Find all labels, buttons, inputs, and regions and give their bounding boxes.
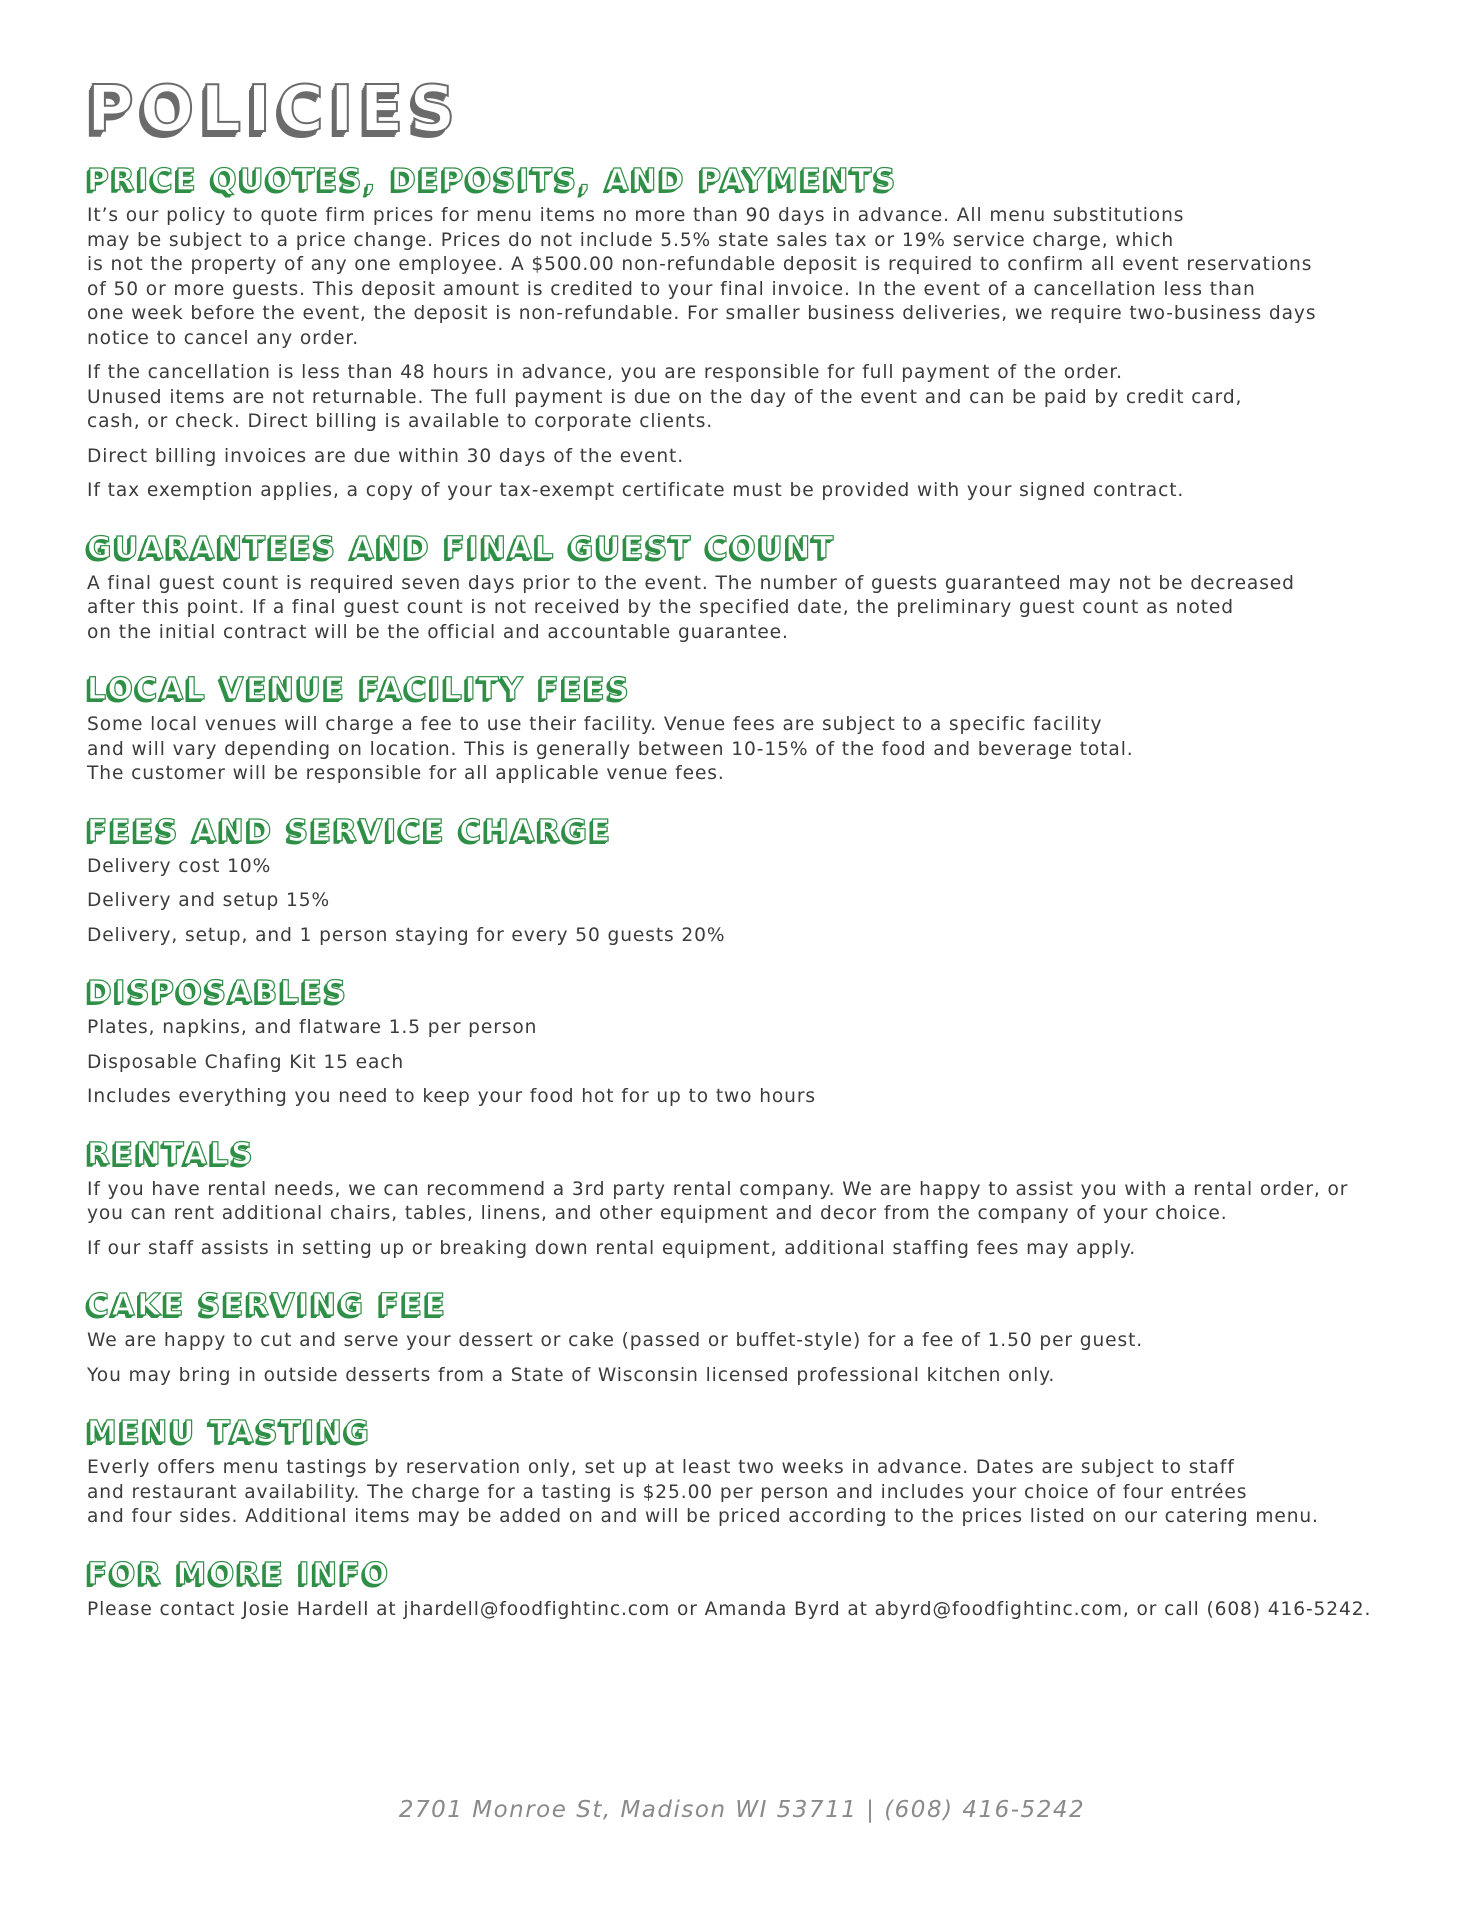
section-paragraph xyxy=(87,1178,1407,1227)
section-paragraph xyxy=(87,361,1407,435)
policy-section xyxy=(87,1288,1407,1388)
section-heading: LOCAL VENUE FACILITY FEES xyxy=(87,672,632,707)
section-paragraph xyxy=(87,924,1407,949)
paragraph-line: If tax exemption applies, a copy of your tax-exempt certificate must be provided with your signed contract. xyxy=(87,480,1185,501)
paragraph-line: is not the property of any one employee. A $500.00 non-refundable deposit is required to confirm all event reservations xyxy=(87,254,1313,275)
policy-section xyxy=(87,813,1407,949)
policy-section xyxy=(87,163,1407,504)
policy-sections xyxy=(87,163,1407,1622)
paragraph-line: notice to cancel any order. xyxy=(87,327,360,349)
section-paragraph xyxy=(87,855,1407,880)
paragraph-line: you can rent additional chairs, tables, linens, and other equipment and decor from the company of your choice. xyxy=(87,1203,1228,1224)
section-heading: FOR MORE INFO xyxy=(87,1556,391,1592)
paragraph-line: and four sides. Additional items may be added on and will be priced according to the prices listed on our catering menu. xyxy=(87,1506,1319,1527)
paragraph-line: Everly offers menu tastings by reservation only, set up at least two weeks in advance. Dates are subject to staff xyxy=(87,1457,1235,1478)
section-heading: CAKE SERVING FEE xyxy=(87,1288,448,1323)
paragraph-line: and restaurant availability. The charge for a tasting is $25.00 per person and includes your choice of four entrées xyxy=(87,1481,1248,1503)
section-paragraph xyxy=(87,204,1407,351)
paragraph-line: of 50 or more guests. This deposit amount is credited to your final invoice. In the event of a cancellation less than xyxy=(87,278,1256,300)
paragraph-line: Delivery, setup, and 1 person staying for every 50 guests 20% xyxy=(87,924,726,946)
paragraph-line: Plates, napkins, and flatware 1.5 per person xyxy=(87,1017,538,1038)
section-paragraph xyxy=(87,1598,1407,1623)
policy-section xyxy=(87,1556,1407,1623)
section-paragraph xyxy=(87,1364,1407,1389)
policy-section xyxy=(87,1415,1407,1530)
policy-section xyxy=(87,672,1407,787)
paragraph-line: Delivery and setup 15% xyxy=(87,890,331,911)
paragraph-line: may be subject to a price change. Prices do not include 5.5% state sales tax or 19% service charge, which xyxy=(87,229,1175,251)
policies-page xyxy=(87,73,1407,1652)
paragraph-line: We are happy to cut and serve your dessert or cake (passed or buffet-style) for a fee of 1.50 per guest. xyxy=(87,1330,1144,1351)
section-paragraph xyxy=(87,572,1407,646)
section-heading: GUARANTEES AND FINAL GUEST COUNT xyxy=(87,530,836,566)
section-heading: FEES AND SERVICE CHARGE xyxy=(87,813,613,849)
paragraph-line: If our staff assists in setting up or breaking down rental equipment, additional staffing fees may apply. xyxy=(87,1237,1136,1259)
paragraph-line: The customer will be responsible for all applicable venue fees. xyxy=(87,763,725,784)
section-paragraph xyxy=(87,1051,1407,1076)
section-paragraph xyxy=(87,713,1407,787)
section-paragraph xyxy=(87,1016,1407,1041)
paragraph-line: Includes everything you need to keep your food hot for up to two hours xyxy=(87,1086,816,1107)
paragraph-line: cash, or check. Direct billing is available to corporate clients. xyxy=(87,411,714,432)
section-heading: MENU TASTING xyxy=(87,1415,372,1450)
section-paragraph xyxy=(87,445,1407,470)
policy-section xyxy=(87,530,1407,646)
paragraph-line: If the cancellation is less than 48 hours in advance, you are responsible for full payment of the order. xyxy=(87,362,1123,383)
footer-address: 2701 Monroe St, Madison WI 53711 | (608) 416-5242 xyxy=(398,1797,1086,1823)
paragraph-line: Delivery cost 10% xyxy=(87,855,272,877)
section-paragraph xyxy=(87,479,1407,504)
section-paragraph xyxy=(87,1329,1407,1354)
section-heading: RENTALS xyxy=(87,1136,256,1172)
page-title: POLICIES xyxy=(87,73,462,147)
paragraph-line: and will vary depending on location. This is generally between 10-15% of the food and beverage total. xyxy=(87,738,1134,760)
policy-section xyxy=(87,1136,1407,1262)
paragraph-line: one week before the event, the deposit is non-refundable. For smaller business deliveries, we require two-business days xyxy=(87,303,1317,324)
paragraph-line: Unused items are not returnable. The full payment is due on the day of the event and can be paid by credit card, xyxy=(87,386,1243,408)
paragraph-line: It’s our policy to quote firm prices for menu items no more than 90 days in advance. All menu substitutions xyxy=(87,205,1185,226)
paragraph-line: A final guest count is required seven days prior to the event. The number of guests guaranteed may not be decreased xyxy=(87,572,1295,594)
section-paragraph xyxy=(87,1237,1407,1262)
section-heading: DISPOSABLES xyxy=(87,975,349,1010)
paragraph-line: Please contact Josie Hardell at jhardell@foodfightinc.com or Amanda Byrd at abyrd@foodfightinc.com, or call (608) 416-5242. xyxy=(87,1598,1372,1620)
policy-section xyxy=(87,975,1407,1110)
paragraph-line: Some local venues will charge a fee to use their facility. Venue fees are subject to a specific facility xyxy=(87,714,1103,735)
paragraph-line: after this point. If a final guest count is not received by the specified date, the preliminary guest count as noted xyxy=(87,597,1234,618)
paragraph-line: You may bring in outside desserts from a State of Wisconsin licensed professional kitchen only. xyxy=(87,1364,1056,1386)
section-paragraph xyxy=(87,1085,1407,1110)
paragraph-line: Direct billing invoices are due within 30 days of the event. xyxy=(87,445,685,467)
paragraph-line: Disposable Chafing Kit 15 each xyxy=(87,1051,405,1073)
section-paragraph xyxy=(87,1456,1407,1530)
section-paragraph xyxy=(87,889,1407,914)
section-heading: PRICE QUOTES, DEPOSITS, AND PAYMENTS xyxy=(87,163,899,198)
paragraph-line: on the initial contract will be the official and accountable guarantee. xyxy=(87,621,789,643)
paragraph-line: If you have rental needs, we can recommend a 3rd party rental company. We are happy to assist you with a rental order, or xyxy=(87,1178,1349,1200)
